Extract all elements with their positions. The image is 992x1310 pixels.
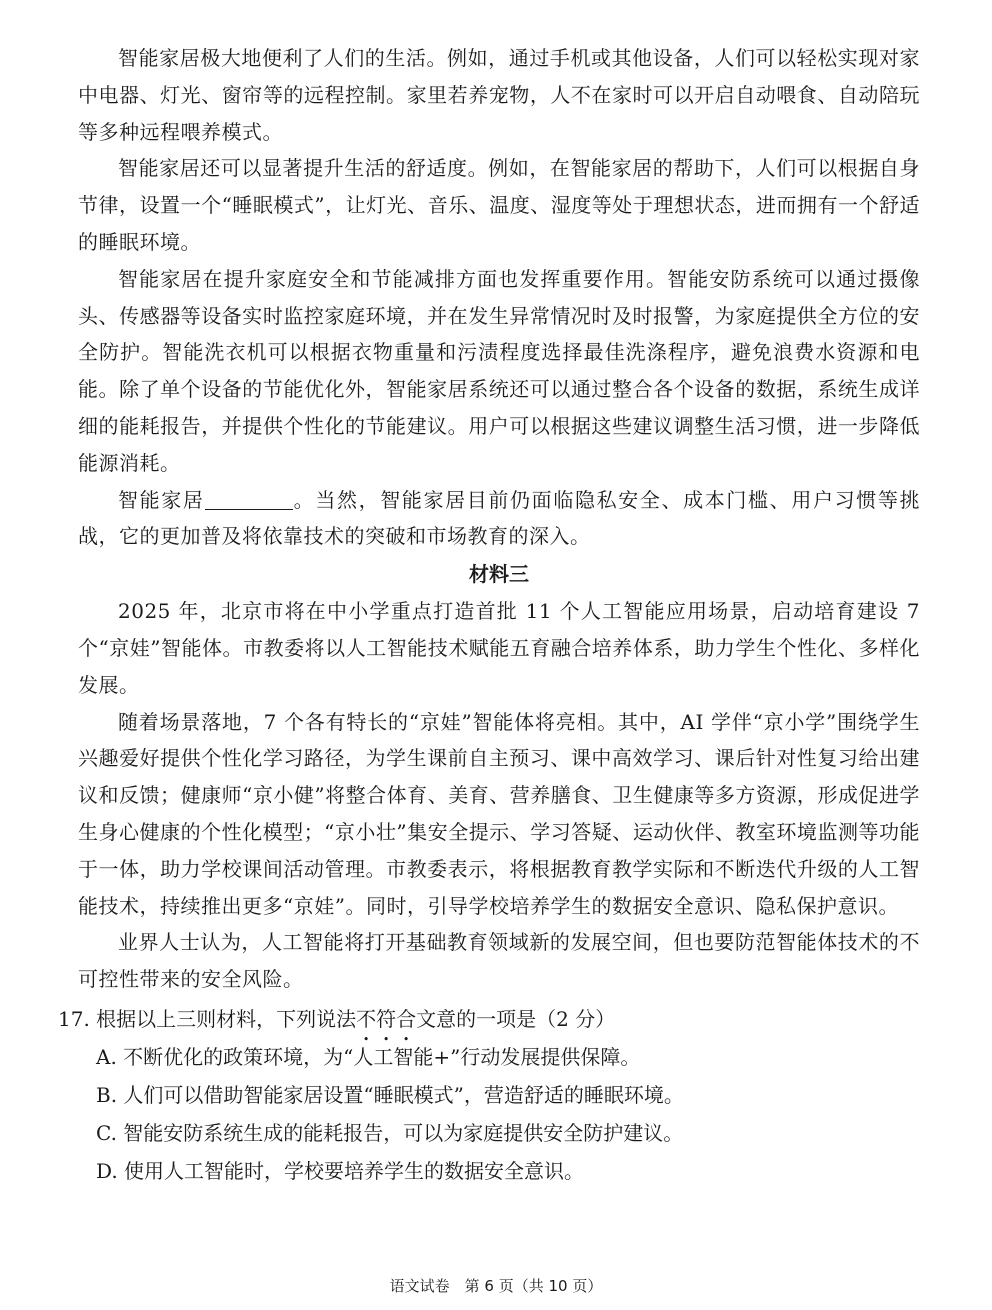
paragraph-remote-control: 智能家居极大地便利了人们的生活。例如，通过手机或其他设备，人们可以轻松实现对家中电器、灯光、窗帘等的远程控制。家里若养宠物，人不在家时可以开启自动喂食、自动陪玩等多种远程喂养模式。 <box>78 46 920 144</box>
emphasis-char: 符 <box>376 1006 397 1031</box>
question-stem <box>58 1000 920 1038</box>
paragraph-comfort: 智能家居还可以显著提升生活的舒适度。例如，在智能家居的帮助下，人们可以根据自身节律，设置一个“睡眠模式”，让灯光、音乐、温度、湿度等处于理想状态，进而拥有一个舒适的睡眠环境。 <box>78 156 920 254</box>
option-d[interactable]: D. 使用人工智能时，学校要培养学生的数据安全意识。 <box>96 1158 585 1183</box>
blank-after-text: 。当然，智能家居目前仍面临隐私安全、成本门槛、用户习惯等挑战，它的更加普及将依靠技术的突破和市场教育的深入。 <box>78 487 921 549</box>
option-a[interactable]: A. 不断优化的政策环境，为“人工智能+”行动发展提供保障。 <box>96 1044 641 1069</box>
paragraph-industry-view: 业界人士认为，人工智能将打开基础教育领域新的发展空间，但也要防范智能体技术的不可控性带来的安全风险。 <box>78 930 920 992</box>
paragraph-jingwa-agents: 随着场景落地，7 个各有特长的“京娃”智能体将亮相。其中，AI 学伴“京小学”围绕学生兴趣爱好提供个性化学习路径，为学生课前自主预习、课中高效学习、课后针对性复习给出建议和反馈；健康师“京小健”将整合体育、美育、营养膳食、卫生健康等多方资源，形成促进学生身心健康的个性化模型；“京小壮”集安全提示、学习答疑、运动伙伴、教室环境监测等功能于一体，助力学校课间活动管理。市教委表示，将根据教育教学实际和不断迭代升级的人工智能技术，持续推出更多“京娃”。同时，引导学校培养学生的数据安全意识、隐私保护意识。 <box>78 709 920 918</box>
section-title: 材料三 <box>469 562 529 587</box>
question-stem-emphasis <box>356 1007 416 1031</box>
paragraph-safety-energy: 智能家居在提升家庭安全和节能减排方面也发挥重要作用。智能安防系统可以通过摄像头、传感器等设备实时监控家庭环境，并在发生异常情况时及时报警，为家庭提供全方位的安全防护。智能洗衣机可以根据衣物重量和污渍程度选择最佳洗涤程序，避免浪费水资源和电能。除了单个设备的节能优化外，智能家居系统还可以通过整合各个设备的数据，系统生成详细的能耗报告，并提供个性化的节能建议。用户可以根据这些建议调整生活习惯，进一步降低能源消耗。 <box>78 266 920 475</box>
paragraph-fill-blank <box>78 482 920 556</box>
question-17 <box>58 1000 920 1190</box>
fill-in-blank[interactable] <box>205 489 293 510</box>
paragraph-beijing-plan: 2025 年，北京市将在中小学重点打造首批 11 个人工智能应用场景，启动培育建设 7 个“京娃”智能体。市教委将以人工智能技术赋能五育融合培养体系，助力学生个性化、多样化发展。 <box>78 599 920 697</box>
emphasis-char: 合 <box>396 1006 417 1031</box>
option-c[interactable]: C. 智能安防系统生成的能耗报告，可以为家庭提供安全防护建议。 <box>96 1120 684 1145</box>
page-content <box>58 40 921 1190</box>
question-stem-before: 17. 根据以上三则材料，下列说法 <box>58 1006 357 1031</box>
blank-before-text: 智能家居 <box>118 487 205 512</box>
question-stem-after: 文意的一项是（2 分） <box>416 1006 616 1031</box>
page-footer: 语文试卷 第 6 页（共 10 页） <box>389 1277 603 1295</box>
emphasis-char: 不 <box>356 1006 377 1031</box>
option-b[interactable]: B. 人们可以借助智能家居设置“睡眠模式”，营造舒适的睡眠环境。 <box>96 1082 684 1107</box>
